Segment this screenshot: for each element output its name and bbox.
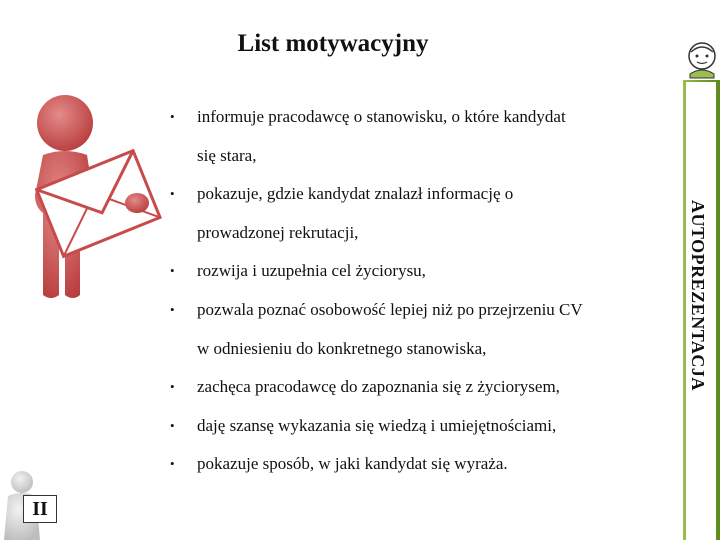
bullet-icon: • bbox=[170, 417, 175, 433]
section-number: II bbox=[23, 495, 57, 523]
list-item-line: pokazuje, gdzie kandydat znalazł informację o bbox=[197, 184, 514, 204]
bullet-icon: • bbox=[170, 263, 175, 279]
thinking-head-icon bbox=[684, 40, 720, 80]
sidebar-label: AUTOPREZENTACJA bbox=[688, 200, 708, 391]
bullet-icon: • bbox=[170, 379, 175, 395]
list-item-line: daję szansę wykazania się wiedzą i umiejętnościami, bbox=[197, 415, 557, 435]
list-item bbox=[170, 291, 670, 368]
list-item bbox=[170, 98, 670, 175]
list-item-line: zachęca pracodawcę do zapoznania się z życiorysem, bbox=[197, 377, 560, 397]
bullet-icon: • bbox=[170, 301, 175, 317]
list-item-line: rozwija i uzupełnia cel życiorysu, bbox=[197, 261, 426, 281]
person-with-envelope-icon bbox=[25, 95, 165, 305]
list-item-line: pozwala poznać osobowość lepiej niż po przejrzeniu CV bbox=[197, 299, 583, 319]
bullet-icon: • bbox=[170, 456, 175, 472]
list-item bbox=[170, 445, 670, 484]
list-item-line: informuje pracodawcę o stanowisku, o które kandydat bbox=[197, 107, 566, 126]
bullet-icon: • bbox=[170, 109, 175, 124]
list-item bbox=[170, 368, 670, 407]
list-item-line: pokazuje sposób, w jaki kandydat się wyraża. bbox=[197, 454, 508, 474]
list-item-line: się stara, bbox=[197, 145, 257, 165]
list-item bbox=[170, 407, 670, 446]
bullet-icon: • bbox=[170, 186, 175, 202]
bullet-list bbox=[170, 98, 670, 484]
list-item bbox=[170, 175, 670, 252]
list-item-line: prowadzonej rekrutacji, bbox=[197, 222, 359, 242]
list-item bbox=[170, 252, 670, 291]
slide-title: List motywacyjny bbox=[237, 30, 429, 57]
list-item-line: w odniesieniu do konkretnego stanowiska, bbox=[197, 338, 487, 358]
